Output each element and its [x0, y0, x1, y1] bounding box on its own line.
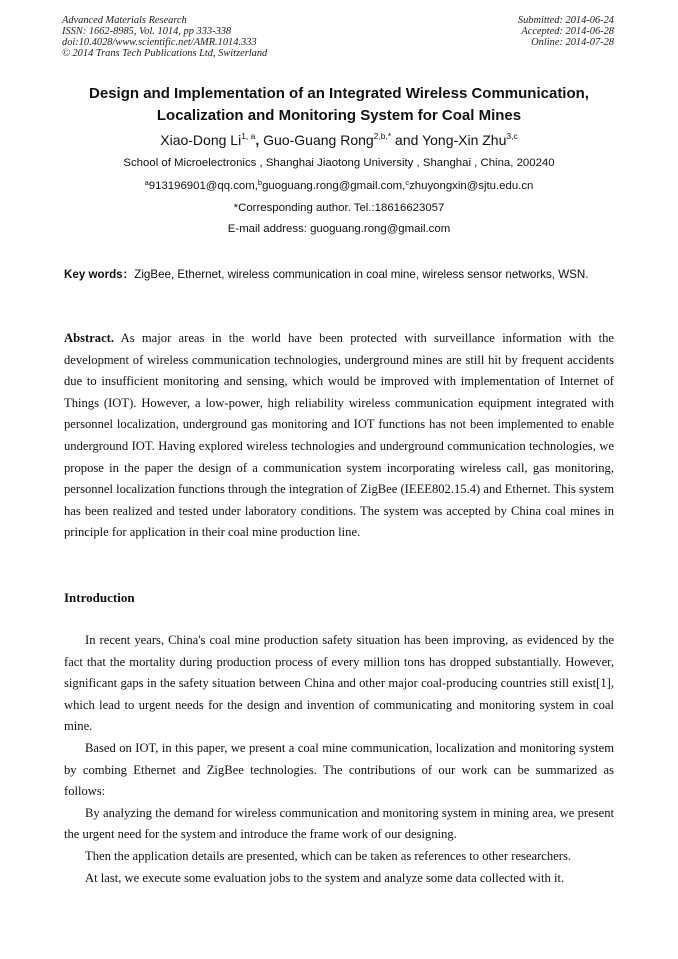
- email-c: zhuyongxin@sjtu.edu.cn: [409, 180, 534, 192]
- title-line-2: Localization and Monitoring System for Coal Mines: [156, 107, 522, 124]
- author-2-affil: 2,b,*: [373, 131, 392, 141]
- issn-line: ISSN: 1662-8985, Vol. 1014, pp 333-338: [62, 26, 232, 37]
- email-a-marker: a: [144, 178, 149, 187]
- intro-paragraph: By analyzing the demand for wireless communication and monitoring system in mining area, we present the urgent need for the system and introduce the frame work of our designing.: [64, 805, 614, 842]
- author-emails: [30, 179, 648, 193]
- section-heading-introduction: Introduction: [64, 590, 135, 605]
- submitted-date: Submitted: 2014-06-24: [517, 15, 614, 26]
- intro-paragraph: In recent years, China's coal mine production safety situation has been improving, as evidenced by the fact that the mortality during production process of every million tons has dropped substantially. However, significant gaps in the safety situation between China and other major coal-producing countries still exist[1], which lead to urgent needs for the design and invention of communicating and monitoring system in coal mine.: [64, 633, 614, 734]
- author-1-name: Xiao-Dong Li: [160, 132, 242, 148]
- author-separator-and: and: [391, 132, 423, 148]
- online-date: Online: 2014-07-28: [531, 37, 614, 48]
- email-b: guoguang.rong@gmail.com,: [262, 180, 406, 192]
- abstract: [64, 328, 614, 544]
- doi-line: doi:10.4028/www.scientific.net/AMR.1014.333: [62, 37, 257, 48]
- copyright-line: © 2014 Trans Tech Publications Ltd, Switzerland: [62, 48, 268, 59]
- journal-info: [62, 15, 267, 59]
- accepted-date: Accepted: 2014-06-28: [521, 26, 614, 37]
- dates-info: [518, 15, 614, 48]
- paper-title: [40, 83, 638, 127]
- email-c-marker: c: [405, 178, 410, 187]
- abstract-text: As major areas in the world have been protected with surveillance information with the development of wireless communication technologies, underground mines are still hit by frequent accidents due to insufficient monitoring and sensing, which would be improved with implementation of Internet of Things (IOT). However, a low-power, high reliability wireless communication equipment integrated with personnel localization, underground gas monitoring and IOT functions has not been implemented to enable underground IOT. Having explored wireless technologies and underground communication technologies, we propose in the paper the design of a communication system incorporating wireless call, gas monitoring, personnel localization functions through the integration of ZigBee (IEEE802.15.4) and Ethernet. This system has been realized and tested under laboratory conditions. The system was accepted by China coal mines in principle for application in their coal mine production line.: [64, 331, 614, 540]
- keywords-label: Key words：: [64, 268, 135, 281]
- intro-paragraph: Then the application details are presented, which can be taken as references to other researchers.: [85, 848, 572, 863]
- keywords-text: ZigBee, Ethernet, wireless communication in coal mine, wireless sensor networks, WSN.: [134, 268, 589, 281]
- abstract-label: Abstract.: [64, 331, 115, 345]
- affiliation: School of Microelectronics , Shanghai Jiaotong University , Shanghai , China, 200240: [123, 157, 555, 169]
- intro-paragraph: At last, we execute some evaluation jobs to the system and analyze some data collected with it.: [85, 870, 565, 885]
- title-line-1: Design and Implementation of an Integrated Wireless Communication,: [89, 85, 589, 102]
- intro-paragraph: Based on IOT, in this paper, we present a coal mine communication, localization and monitoring system by combing Ethernet and ZigBee technologies. The contributions of our work can be summarized as follows:: [64, 740, 614, 799]
- corresponding-author: *Corresponding author. Tel.:18616623057: [233, 202, 445, 214]
- contact-email: E-mail address: guoguang.rong@gmail.com: [227, 223, 451, 235]
- author-3-affil: 3,c: [506, 131, 518, 141]
- introduction-body: [64, 630, 614, 889]
- author-1-affil: 1, a: [241, 131, 256, 141]
- email-a: 913196901@qq.com,: [148, 180, 258, 192]
- author-3-name: Yong-Xin Zhu: [422, 132, 507, 148]
- keywords: [64, 264, 614, 285]
- author-list: [40, 131, 638, 149]
- author-2-name: Guo-Guang Rong: [259, 132, 374, 148]
- author-separator: ,: [255, 132, 260, 148]
- email-b-marker: b: [257, 178, 263, 187]
- journal-name: Advanced Materials Research: [62, 15, 187, 26]
